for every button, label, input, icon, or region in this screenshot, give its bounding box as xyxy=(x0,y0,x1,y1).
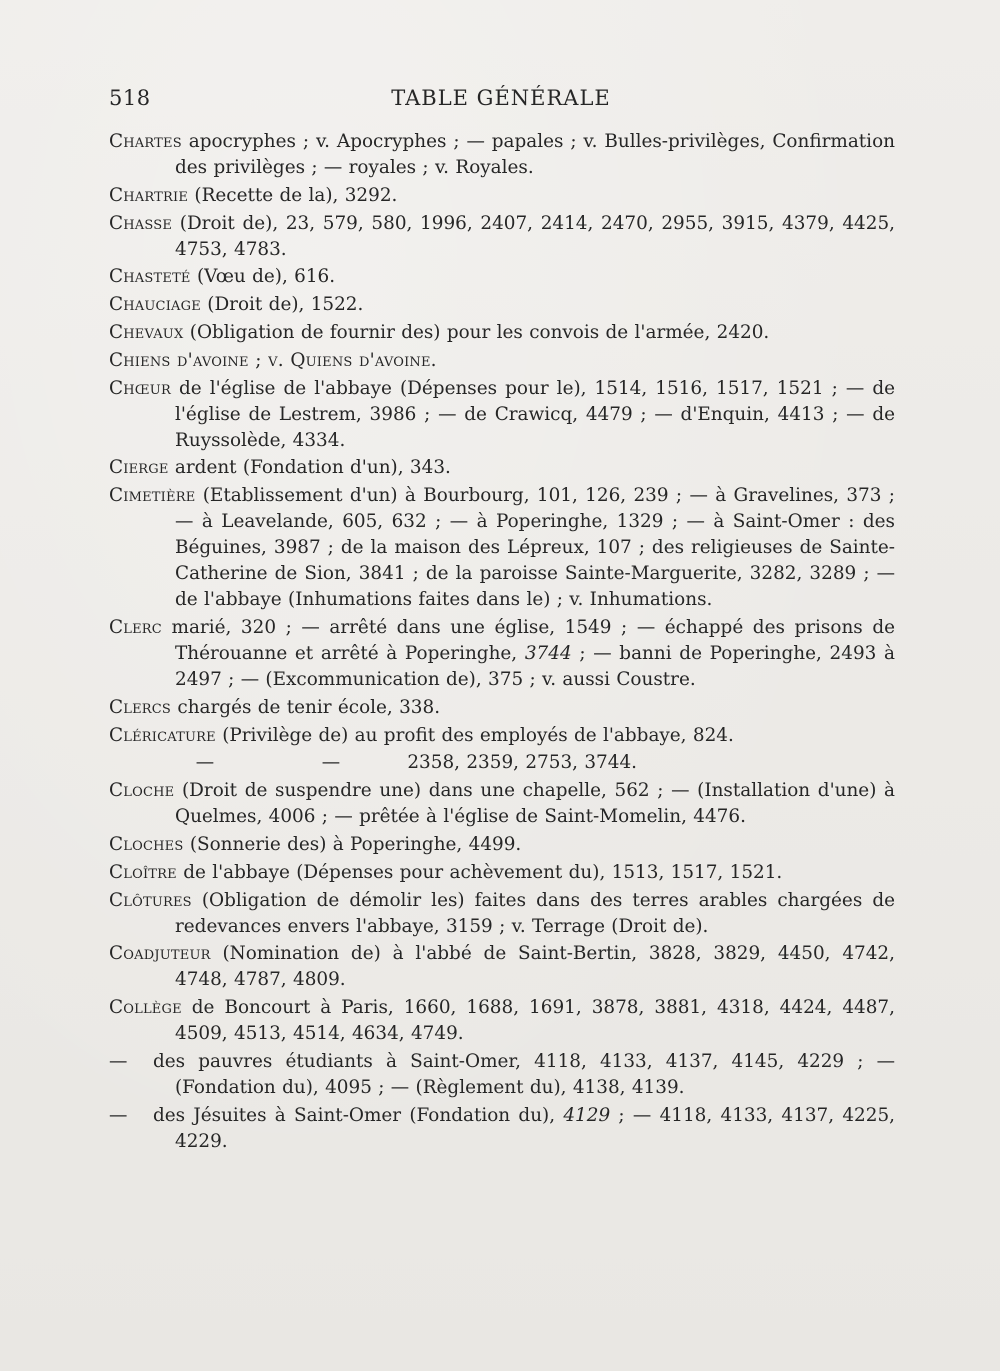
index-entry xyxy=(109,129,895,181)
index-entries xyxy=(109,129,895,1157)
entry-body: (Privilège de) au profit des employés de l'abbaye, 824. xyxy=(222,724,734,746)
entry-head: Chartrie xyxy=(109,184,189,206)
entry-head: Clerc xyxy=(109,616,162,638)
entry-italic-reference: 3744 xyxy=(524,642,572,664)
entry-body: (Obligation de fournir des) pour les convois de l'armée, 2420. xyxy=(189,321,770,343)
entry-body: de Boncourt à Paris, 1660, 1688, 1691, 3878, 3881, 4318, 4424, 4487, 4509, 4513, 4514, 4634, 4749. xyxy=(175,997,895,1045)
index-entry xyxy=(109,860,895,886)
index-entry xyxy=(109,723,895,749)
running-title: TABLE GÉNÉRALE xyxy=(391,86,611,110)
index-entry xyxy=(109,995,895,1047)
index-entry xyxy=(109,292,895,318)
entry-head: Clôtures xyxy=(109,889,192,911)
index-entry xyxy=(109,211,895,263)
entry-head: Chauciage xyxy=(109,294,201,316)
entry-body: (Droit de), 23, 579, 580, 1996, 2407, 2414, 2470, 2955, 3915, 4379, 4425, 4753, 4783. xyxy=(175,212,895,260)
entry-head: Cléricature xyxy=(109,724,216,746)
entry-head: Chasteté xyxy=(109,266,191,288)
entry-body: (Droit de), 1522. xyxy=(207,294,364,316)
index-entry xyxy=(109,778,895,830)
entry-head: Cimetière xyxy=(109,485,196,507)
index-sub-entry xyxy=(109,1049,895,1101)
index-entry xyxy=(109,483,895,613)
ditto-dash: — xyxy=(195,752,215,774)
entry-head: Chœur xyxy=(109,377,171,399)
index-entry xyxy=(109,376,895,454)
entry-head: Cloches xyxy=(109,833,184,855)
entry-body: ardent (Fondation d'un), 343. xyxy=(174,457,451,479)
sub-entry-dash: — xyxy=(109,1050,128,1072)
index-entry xyxy=(109,832,895,858)
entry-body: des pauvres étudiants à Saint-Omer, 4118, 4133, 4137, 4145, 4229 ; — (Fondation du), 4095 ; — (Règlement du), 4138, 4139. xyxy=(153,1050,895,1098)
index-entry xyxy=(109,264,895,290)
entry-body: (Obligation de démolir les) faites dans des terres arables chargées de redevances envers l'abbaye, 3159 ; v. Terrage (Droit de). xyxy=(175,889,895,937)
entry-body-continued: ; — banni de Poperinghe, 2493 à 2497 ; — (Excommunication de), 375 ; v. aussi Coustre. xyxy=(175,642,895,690)
index-entry xyxy=(109,348,895,374)
entry-body: (Etablissement d'un) à Bourbourg, 101, 126, 239 ; — à Gravelines, 373 ; — à Leavelande, 605, 632 ; — à Poperinghe, 1329 ; — à Saint-Omer : des Béguines, 3987 ; de la maison des Lépreux, 107 ; des religieuses de Sainte-Catherine de Sion, 3841 ; de la paroisse Sainte-Marguerite, 3282, 3289 ; — de l'abbaye (Inhumations faites dans le) ; v. Inhumations. xyxy=(175,485,895,611)
index-entry xyxy=(109,320,895,346)
entry-head: Collège xyxy=(109,997,182,1019)
entry-body: (Recette de la), 3292. xyxy=(194,184,398,206)
index-entry xyxy=(109,615,895,693)
entry-head: Chevaux xyxy=(109,321,184,343)
entry-head: Clercs xyxy=(109,696,172,718)
index-entry xyxy=(109,455,895,481)
entry-body: chargés de tenir école, 338. xyxy=(177,696,441,718)
page-number: 518 xyxy=(109,86,151,110)
entry-body: 2358, 2359, 2753, 3744. xyxy=(407,752,637,774)
ditto-dash: — xyxy=(321,752,341,774)
entry-head: Chasse xyxy=(109,212,173,234)
index-entry xyxy=(109,941,895,993)
entry-body-continued: ; — 4118, 4133, 4137, 4225, 4229. xyxy=(175,1104,895,1152)
entry-head: Cloche xyxy=(109,780,175,802)
entry-body: (Droit de suspendre une) dans une chapelle, 562 ; — (Installation d'une) à Quelmes, 4006 ; — prêtée à l'église de Saint-Momelin, 4476. xyxy=(175,780,895,828)
entry-italic-reference: 4129 xyxy=(563,1104,611,1126)
sub-entry-dash: — xyxy=(109,1104,128,1126)
index-entry xyxy=(109,888,895,940)
entry-head: Cloître xyxy=(109,861,177,883)
entry-body: (Nomination de) à l'abbé de Saint-Bertin, 3828, 3829, 4450, 4742, 4748, 4787, 4809. xyxy=(175,943,895,991)
entry-head: Cierge xyxy=(109,457,169,479)
entry-body: (Vœu de), 616. xyxy=(196,266,336,288)
entry-body: de l'abbaye (Dépenses pour achèvement du), 1513, 1517, 1521. xyxy=(183,861,783,883)
running-head xyxy=(109,86,893,116)
entry-body: apocryphes ; v. Apocryphes ; — papales ; v. Bulles-privilèges, Confirmation des privilèges ; — royales ; v. Royales. xyxy=(175,131,895,178)
index-continuation-entry xyxy=(109,750,895,776)
index-entry xyxy=(109,183,895,209)
entry-head: Chartes xyxy=(109,131,182,152)
entry-head: Coadjuteur xyxy=(109,943,211,965)
entry-body: marié, 320 ; — arrêté dans une église, 1549 ; — échappé des prisons de Thérouanne et arrêté à Poperinghe, xyxy=(171,616,895,664)
index-entry xyxy=(109,695,895,721)
entry-body: des Jésuites à Saint-Omer (Fondation du), xyxy=(153,1104,564,1126)
entry-body: (Sonnerie des) à Poperinghe, 4499. xyxy=(189,833,522,855)
entry-body: de l'église de l'abbaye (Dépenses pour le), 1514, 1516, 1517, 1521 ; — de l'église de Lestrem, 3986 ; — de Crawicq, 4479 ; — d'Enquin, 4413 ; — de Ruyssolède, 4334. xyxy=(175,377,895,451)
entry-head: Chiens d'avoine ; v. Quiens d'avoine. xyxy=(109,349,437,371)
index-sub-entry xyxy=(109,1103,895,1155)
